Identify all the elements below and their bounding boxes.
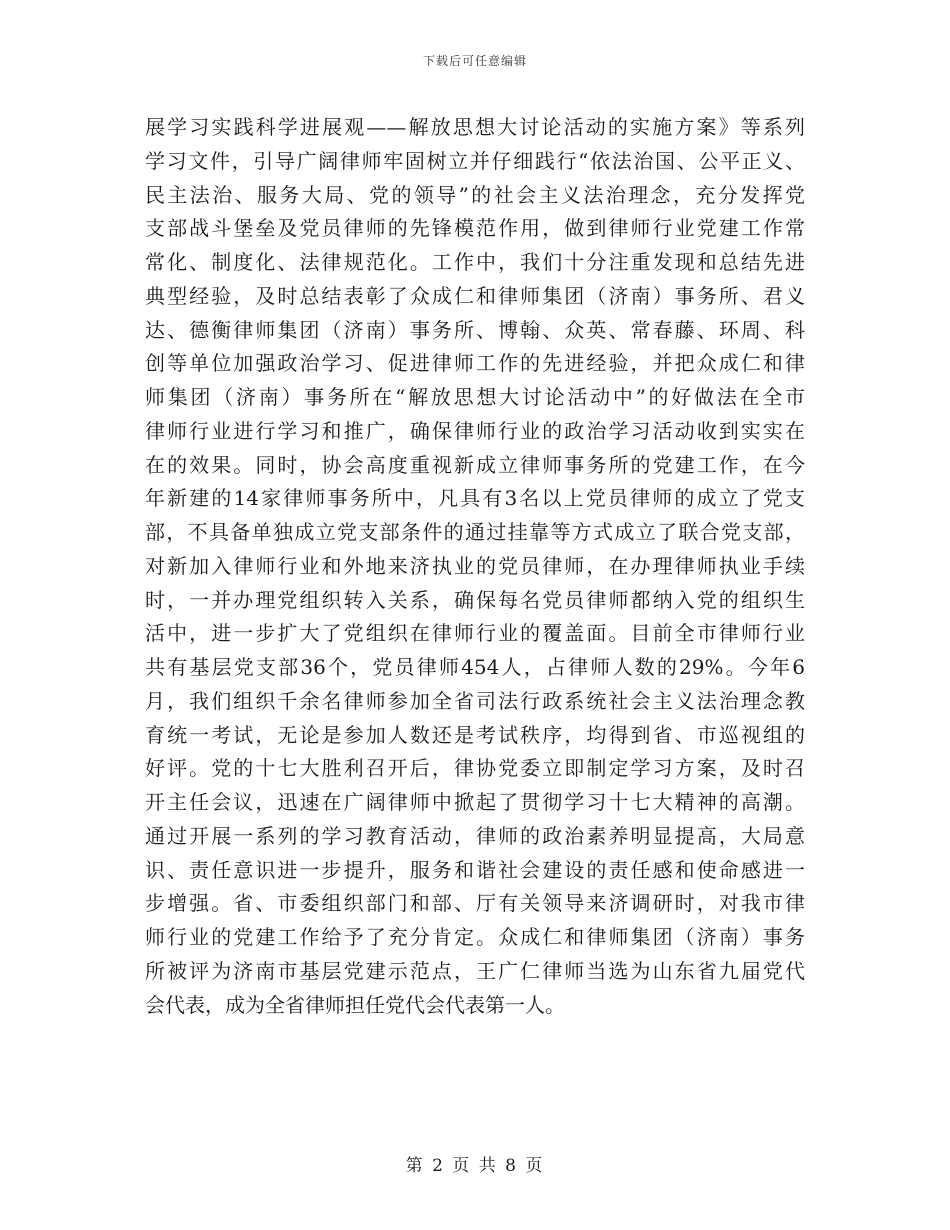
body-line: 年新建的14家律师事务所中，凡具有3名以上党员律师的成立了党支 xyxy=(145,486,805,511)
body-line: 识、责任意识进一步提升，服务和谐社会建设的责任感和使命感进一 xyxy=(145,857,805,882)
body-line: 月，我们组织千余名律师参加全省司法行政系统社会主义法治理念教 xyxy=(145,688,805,713)
body-line: 支部战斗堡垒及党员律师的先锋模范作用，做到律师行业党建工作常 xyxy=(145,216,805,241)
body-line: 展学习实践科学进展观——解放思想大讨论活动的实施方案》等系列 xyxy=(145,115,805,139)
body-line: 典型经验，及时总结表彰了众成仁和律师集团（济南）事务所、君义 xyxy=(145,283,805,308)
body-line: 在的效果。同时，协会高度重视新成立律师事务所的党建工作，在今 xyxy=(145,452,805,477)
body-line: 对新加入律师行业和外地来济执业的党员律师，在办理律师执业手续 xyxy=(145,553,805,578)
body-line: 活中，进一步扩大了党组织在律师行业的覆盖面。目前全市律师行业 xyxy=(145,621,805,646)
body-line: 师集团（济南）事务所在“解放思想大讨论活动中”的好做法在全市 xyxy=(145,385,805,409)
document-body xyxy=(145,111,805,1022)
body-line: 开主任会议，迅速在广阔律师中掀起了贯彻学习十七大精神的高潮。 xyxy=(145,790,805,814)
page-number-footer: 第 2 页 共 8 页 xyxy=(405,1156,545,1176)
body-line: 所被评为济南市基层党建示范点，王广仁律师当选为山东省九届党代 xyxy=(145,958,805,983)
body-line-last: 会代表，成为全省律师担任党代会代表第一人。 xyxy=(145,992,565,1017)
body-line: 达、德衡律师集团（济南）事务所、博翰、众英、常春藤、环周、科 xyxy=(145,317,805,342)
body-line: 通过开展一系列的学习教育活动，律师的政治素养明显提高，大局意 xyxy=(145,823,805,848)
body-line: 创等单位加强政治学习、促进律师工作的先进经验，并把众成仁和律 xyxy=(145,351,805,376)
body-line: 常化、制度化、法律规范化。工作中，我们十分注重发现和总结先进 xyxy=(145,250,805,274)
body-line: 师行业的党建工作给予了充分肯定。众成仁和律师集团（济南）事务 xyxy=(145,925,805,949)
body-line: 步增强。省、市委组织部门和部、厅有关领导来济调研时，对我市律 xyxy=(145,891,805,916)
body-line: 育统一考试，无论是参加人数还是考试秩序，均得到省、市巡视组的 xyxy=(145,722,805,747)
body-line: 学习文件，引导广阔律师牢固树立并仔细践行“依法治国、公平正义、 xyxy=(145,148,805,173)
body-line: 律师行业进行学习和推广，确保律师行业的政治学习活动收到实实在 xyxy=(145,418,805,443)
body-line: 部，不具备单独成立党支部条件的通过挂靠等方式成立了联合党支部， xyxy=(145,520,805,544)
body-line: 民主法治、服务大局、党的领导”的社会主义法治理念，充分发挥党 xyxy=(145,182,805,207)
body-line: 共有基层党支部36个，党员律师454人，占律师人数的29%。今年6 xyxy=(145,655,805,679)
body-line: 时，一并办理党组织转入关系，确保每名党员律师都纳入党的组织生 xyxy=(145,587,805,612)
body-line: 好评。党的十七大胜利召开后，律协党委立即制定学习方案，及时召 xyxy=(145,756,805,781)
page-header-note: 下载后可任意编辑 xyxy=(422,54,527,68)
